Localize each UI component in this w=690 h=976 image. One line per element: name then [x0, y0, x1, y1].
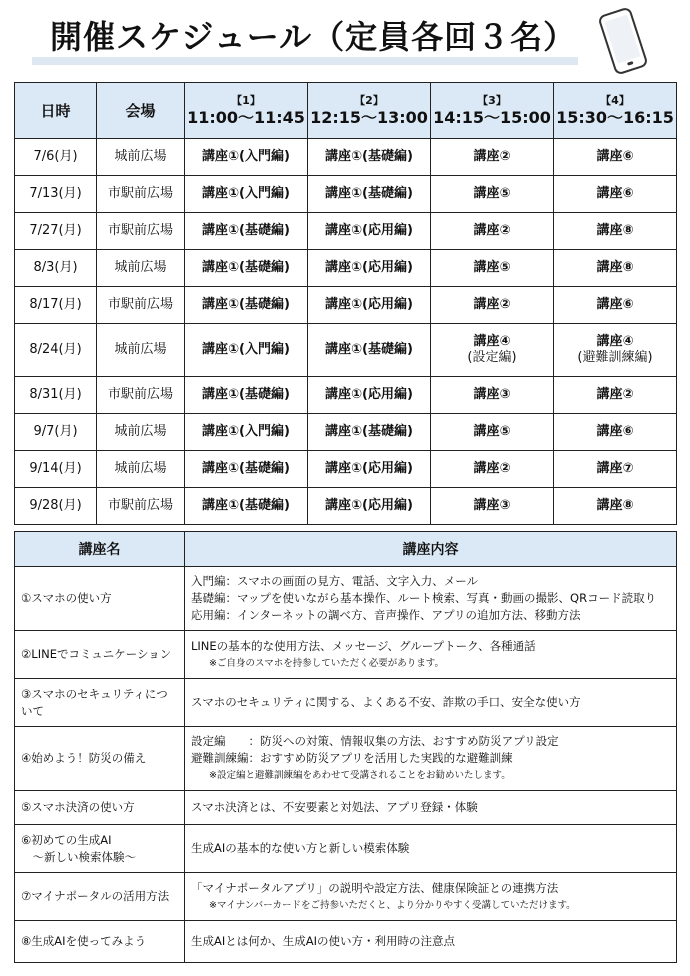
- slot3-cell: [431, 377, 554, 414]
- course-content-header: 講座内容: [185, 532, 677, 567]
- course-row: [15, 679, 677, 727]
- schedule-table: [14, 82, 677, 525]
- date-cell: 7/6(月): [15, 139, 97, 176]
- slot2-cell: 講座①(応用編): [308, 451, 431, 488]
- page-title: 開催スケジュール（定員各回３名）: [50, 18, 577, 56]
- date-cell: 9/7(月): [15, 414, 97, 451]
- slot2-cell: 講座①(応用編): [308, 250, 431, 287]
- date-cell: 8/3(月): [15, 250, 97, 287]
- date-cell: 7/27(月): [15, 213, 97, 250]
- course-content-cell: [185, 567, 677, 631]
- course-row: [15, 631, 677, 679]
- course-content-line: 設定編 ：防災への対策、情報収集の方法、おすすめ防災アプリ設定: [191, 734, 559, 748]
- slot3-cell: [431, 176, 554, 213]
- course-name-cell: [15, 873, 185, 921]
- course-name-cell: [15, 631, 185, 679]
- slot4-cell: [554, 377, 677, 414]
- slot-number: 【4】: [600, 93, 630, 107]
- slot3-cell: [431, 287, 554, 324]
- slot1-cell: 講座①(基礎編): [185, 250, 308, 287]
- course-name-cell: [15, 825, 185, 873]
- course-name-cell: [15, 921, 185, 963]
- course-name: ①スマホの使い方: [21, 591, 112, 605]
- course-row: [15, 873, 677, 921]
- slot2-cell: 講座①(応用編): [308, 287, 431, 324]
- slot-header: [554, 83, 677, 139]
- course-content-line: 生成AIの基本的な使い方と新しい模索体験: [191, 841, 410, 855]
- slot4-cell: [554, 213, 677, 250]
- slot1-cell: 講座①(入門編): [185, 176, 308, 213]
- slot1-cell: 講座①(基礎編): [185, 287, 308, 324]
- course-sublabel: (避難訓練編): [577, 350, 653, 365]
- course-label: 講座③: [473, 498, 511, 513]
- slot4-cell: [554, 176, 677, 213]
- course-note: ※設定編と避難訓練編をあわせて受講されることをお勧めいたします。: [209, 770, 511, 781]
- course-note: ※ご自身のスマホを持参していただく必要があります。: [209, 657, 445, 669]
- course-sublabel: (設定編): [467, 350, 517, 365]
- slot4-cell: [554, 287, 677, 324]
- course-content-line: 基礎編：マップを使いながら基本操作、ルート検索、写真・動画の撮影、QRコード読取り: [191, 591, 657, 605]
- schedule-header-row: [15, 83, 677, 139]
- course-row: [15, 727, 677, 791]
- slot-number: 【2】: [354, 93, 384, 107]
- slot2-cell: 講座①(基礎編): [308, 414, 431, 451]
- schedule-row: [15, 324, 677, 377]
- slot-number: 【3】: [477, 93, 507, 107]
- venue-cell: 市駅前広場: [97, 377, 185, 414]
- course-name: ⑧生成AIを使ってみよう: [21, 934, 147, 948]
- slot1-cell: 講座①(基礎編): [185, 377, 308, 414]
- date-cell: 7/13(月): [15, 176, 97, 213]
- course-label: 講座⑥: [596, 297, 634, 312]
- date-cell: 9/14(月): [15, 451, 97, 488]
- venue-cell: 城前広場: [97, 324, 185, 377]
- venue-cell: 市駅前広場: [97, 213, 185, 250]
- slot2-cell: 講座①(基礎編): [308, 139, 431, 176]
- venue-cell: 市駅前広場: [97, 488, 185, 525]
- venue-cell: 市駅前広場: [97, 287, 185, 324]
- slot3-cell: [431, 139, 554, 176]
- course-name: ⑤スマホ決済の使い方: [21, 800, 135, 814]
- schedule-row: [15, 250, 677, 287]
- course-content-line: スマホのセキュリティに関する、よくある不安、詐欺の手口、安全な使い方: [191, 695, 581, 709]
- slot3-cell: [431, 250, 554, 287]
- course-content-cell: [185, 873, 677, 921]
- course-label: 講座⑧: [596, 498, 634, 513]
- schedule-row: [15, 287, 677, 324]
- slot-header: [185, 83, 308, 139]
- slot2-cell: 講座①(基礎編): [308, 324, 431, 377]
- date-header: 日時: [15, 83, 97, 139]
- schedule-row: [15, 451, 677, 488]
- course-content-cell: [185, 791, 677, 825]
- venue-cell: 城前広場: [97, 250, 185, 287]
- course-label: 講座⑧: [596, 260, 634, 275]
- schedule-row: [15, 139, 677, 176]
- slot4-cell: [554, 414, 677, 451]
- date-cell: 9/28(月): [15, 488, 97, 525]
- venue-cell: 市駅前広場: [97, 176, 185, 213]
- venue-cell: 城前広場: [97, 451, 185, 488]
- slot2-cell: 講座①(応用編): [308, 488, 431, 525]
- course-content-line: 生成AIとは何か、生成AIの使い方・利用時の注意点: [191, 934, 456, 948]
- slot1-cell: 講座①(入門編): [185, 324, 308, 377]
- slot2-cell: 講座①(基礎編): [308, 176, 431, 213]
- course-content-cell: [185, 921, 677, 963]
- slot2-cell: 講座①(応用編): [308, 213, 431, 250]
- venue-header: 会場: [97, 83, 185, 139]
- date-cell: 8/17(月): [15, 287, 97, 324]
- course-name: ⑥初めての生成AI: [21, 832, 112, 847]
- slot1-cell: 講座①(基礎編): [185, 488, 308, 525]
- title-underline: [32, 57, 578, 65]
- course-label: 講座⑦: [596, 461, 634, 476]
- course-label: 講座②: [473, 297, 511, 312]
- course-content-cell: [185, 679, 677, 727]
- course-name-cont: ～新しい検索体験～: [21, 849, 136, 864]
- slot1-cell: 講座①(基礎編): [185, 451, 308, 488]
- course-name-cell: [15, 679, 185, 727]
- venue-cell: 城前広場: [97, 139, 185, 176]
- slot3-cell: [431, 414, 554, 451]
- slot-time: 12:15〜13:00: [310, 107, 428, 127]
- slot1-cell: 講座①(入門編): [185, 139, 308, 176]
- course-label: 講座④: [596, 334, 634, 349]
- course-content-line: LINEの基本的な使用方法、メッセージ、グループトーク、各種通話: [191, 638, 536, 653]
- schedule-row: [15, 377, 677, 414]
- slot3-cell: [431, 488, 554, 525]
- course-name: ⑦マイナポータルの活用方法: [21, 889, 170, 903]
- slot2-cell: 講座①(応用編): [308, 377, 431, 414]
- course-row: [15, 567, 677, 631]
- slot-header: [308, 83, 431, 139]
- course-row: [15, 791, 677, 825]
- course-label: 講座⑤: [473, 424, 511, 439]
- slot4-cell: [554, 451, 677, 488]
- schedule-row: [15, 488, 677, 525]
- schedule-row: [15, 414, 677, 451]
- course-name: ②LINEでコミュニケーション: [21, 647, 172, 661]
- course-row: [15, 921, 677, 963]
- slot3-cell: [431, 451, 554, 488]
- course-content-line: スマホ決済とは、不安要素と対処法、アプリ登録・体験: [191, 800, 478, 814]
- course-label: 講座③: [473, 387, 511, 402]
- slot-number: 【1】: [231, 93, 261, 107]
- slot-header: [431, 83, 554, 139]
- course-name-cell: [15, 791, 185, 825]
- slot1-cell: 講座①(入門編): [185, 414, 308, 451]
- course-name: ③スマホのセキュリティにつ: [21, 686, 168, 701]
- venue-cell: 城前広場: [97, 414, 185, 451]
- course-label: 講座⑥: [596, 149, 634, 164]
- slot4-cell: [554, 250, 677, 287]
- course-content-line: 避難訓練編：おすすめ防災アプリを活用した実践的な避難訓練: [191, 751, 513, 765]
- date-cell: 8/24(月): [15, 324, 97, 377]
- course-note: ※マイナンバーカードをご持参いただくと、より分かりやすく受講していただけます。: [209, 899, 576, 911]
- slot-time: 15:30〜16:15: [556, 107, 674, 127]
- smartphone-icon: [589, 2, 657, 80]
- course-row: [15, 825, 677, 873]
- date-cell: 8/31(月): [15, 377, 97, 414]
- course-label: 講座⑤: [473, 186, 511, 201]
- slot1-cell: 講座①(基礎編): [185, 213, 308, 250]
- course-table: [14, 531, 677, 963]
- course-header-row: [15, 532, 677, 567]
- course-label: 講座②: [473, 223, 511, 238]
- slot4-cell: [554, 488, 677, 525]
- course-label: 講座④: [473, 334, 511, 349]
- schedule-row: [15, 213, 677, 250]
- course-label: 講座⑤: [473, 260, 511, 275]
- slot3-cell: [431, 324, 554, 377]
- course-content-cell: [185, 825, 677, 873]
- schedule-row: [15, 176, 677, 213]
- course-label: 講座⑥: [596, 424, 634, 439]
- course-name-cell: [15, 727, 185, 791]
- course-name-header: 講座名: [15, 532, 185, 567]
- course-name-cell: [15, 567, 185, 631]
- slot-time: 14:15〜15:00: [433, 107, 551, 127]
- course-label: 講座②: [473, 149, 511, 164]
- course-content-line: 「マイナポータルアプリ」の説明や設定方法、健康保険証との連携方法: [191, 880, 559, 895]
- course-content-line: 入門編：スマホの画面の見方、電話、文字入力、メール: [191, 574, 479, 588]
- course-content-line: 応用編：インターネットの調べ方、音声操作、アプリの追加方法、移動方法: [191, 608, 581, 622]
- slot-time: 11:00〜11:45: [187, 107, 305, 127]
- course-name: ④始めよう！防災の備え: [21, 751, 147, 765]
- course-content-cell: [185, 727, 677, 791]
- course-label: 講座②: [596, 387, 634, 402]
- course-label: 講座②: [473, 461, 511, 476]
- course-label: 講座⑧: [596, 223, 634, 238]
- course-name-cont: いて: [21, 703, 44, 718]
- slot3-cell: [431, 213, 554, 250]
- slot4-cell: [554, 139, 677, 176]
- slot4-cell: [554, 324, 677, 377]
- course-content-cell: [185, 631, 677, 679]
- course-label: 講座⑥: [596, 186, 634, 201]
